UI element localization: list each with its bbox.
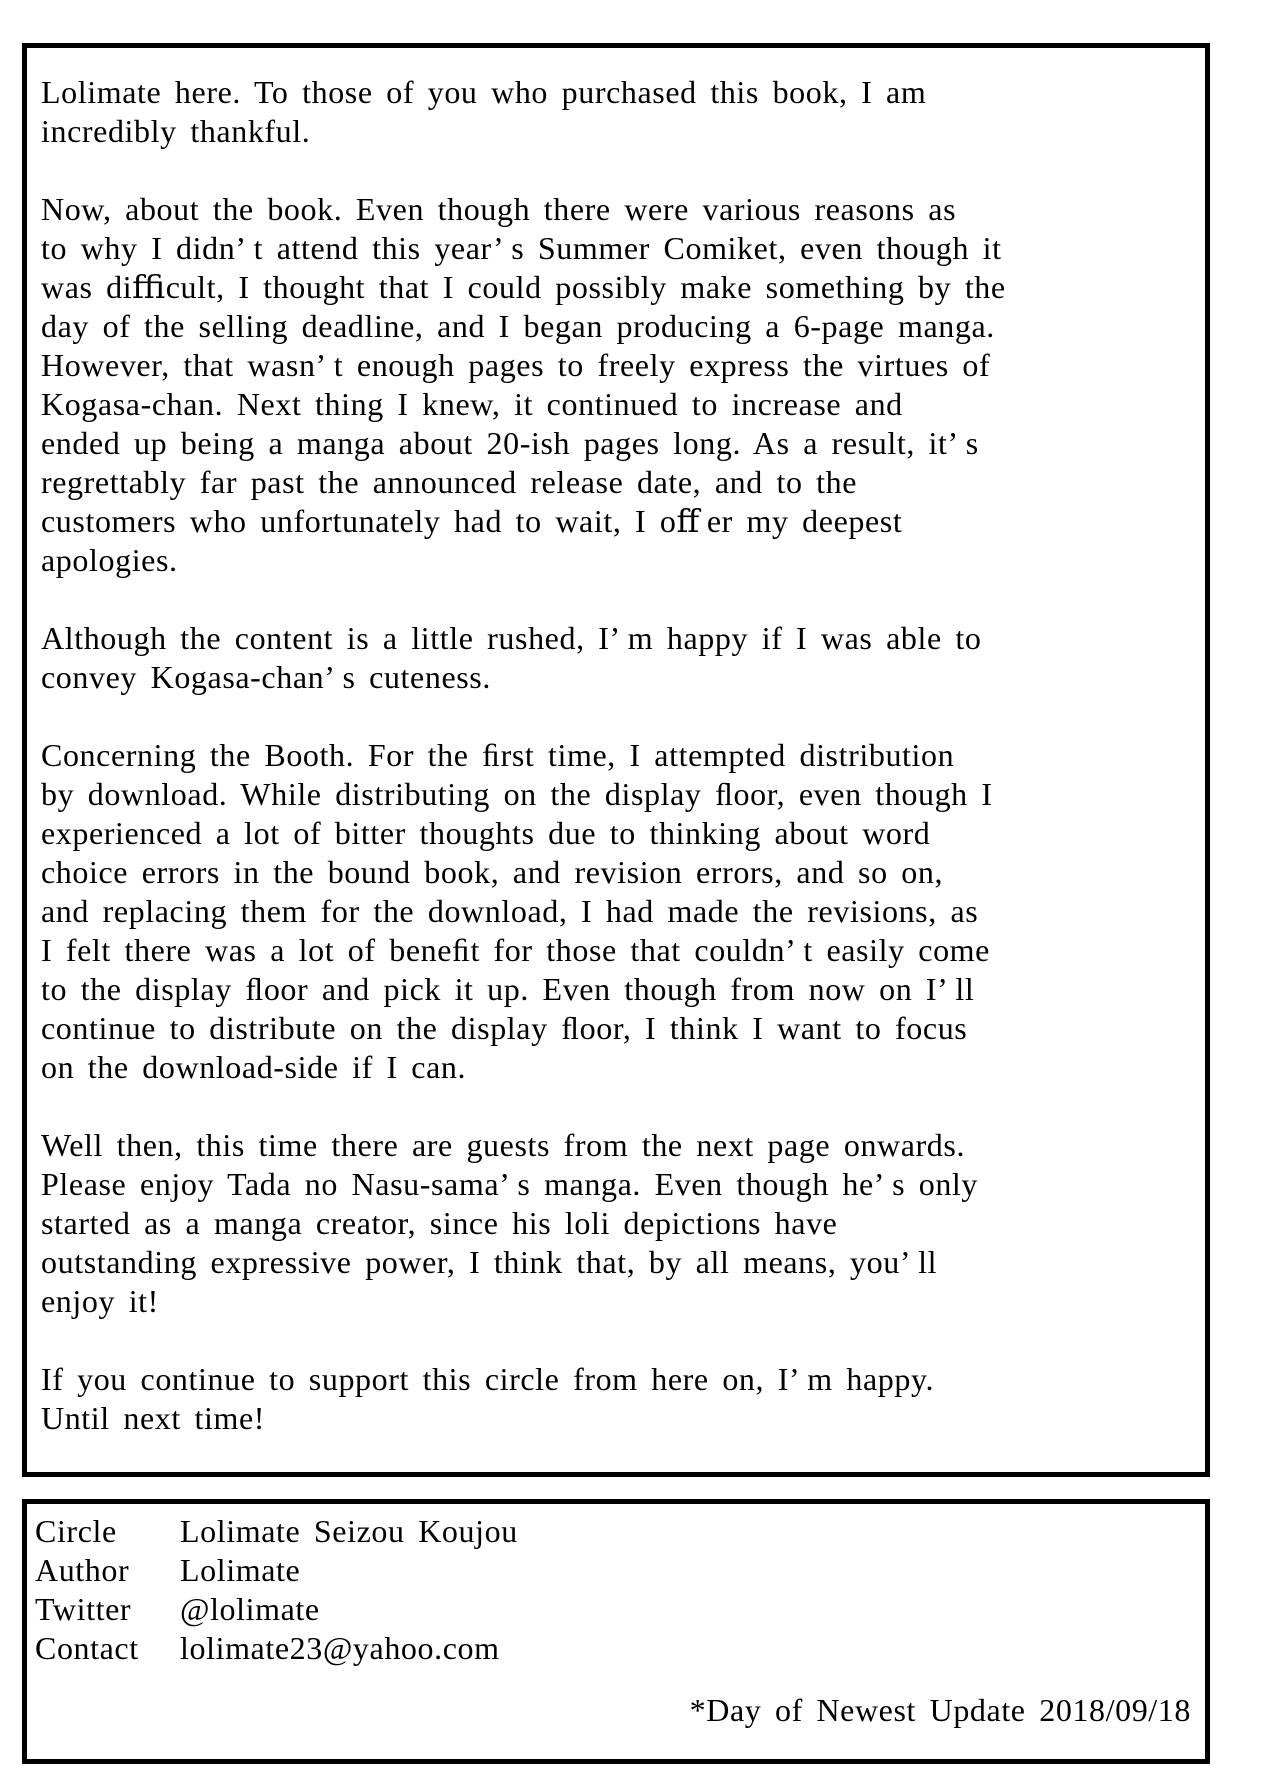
info-label: Author: [35, 1552, 130, 1588]
afterword-line: day of the selling deadline, and I began producing a 6-page manga.: [41, 308, 995, 344]
afterword-paragraph: [41, 1126, 1185, 1321]
afterword-line: started as a manga creator, since his loli depictions have: [41, 1205, 838, 1241]
afterword-paragraph: [41, 73, 1185, 151]
info-row: [35, 1512, 1191, 1551]
update-note: *Day of Newest Update 2018/09/18: [689, 1692, 1191, 1728]
info-value: lolimate23@yahoo.com: [180, 1630, 500, 1666]
afterword-line: to the display ﬂoor and pick it up. Even though from now on I’ ll: [41, 971, 975, 1007]
afterword-box: [22, 43, 1210, 1477]
afterword-line: apologies.: [41, 542, 178, 578]
info-row: [35, 1551, 1191, 1590]
afterword-paragraph: [41, 1360, 1185, 1438]
afterword-line: outstanding expressive power, I think that, by all means, you’ ll: [41, 1244, 938, 1280]
afterword-line: Although the content is a little rushed, I’ m happy if I was able to: [41, 620, 982, 656]
afterword-line: If you continue to support this circle from here on, I’ m happy.: [41, 1361, 935, 1397]
afterword-line: continue to distribute on the display ﬂoor, I think I want to focus: [41, 1010, 968, 1046]
afterword-line: Well then, this time there are guests from the next page onwards.: [41, 1127, 966, 1163]
afterword-line: on the download-side if I can.: [41, 1049, 467, 1085]
afterword-line: and replacing them for the download, I had made the revisions, as: [41, 893, 979, 929]
info-label: Contact: [35, 1630, 139, 1666]
info-rows: [35, 1512, 1191, 1668]
afterword-line: However, that wasn’ t enough pages to freely express the virtues of: [41, 347, 991, 383]
afterword-line: Until next time!: [41, 1400, 266, 1436]
info-label: Circle: [35, 1513, 117, 1549]
afterword-paragraph: [41, 190, 1185, 580]
afterword-line: Lolimate here. To those of you who purchased this book, I am: [41, 74, 927, 110]
afterword-text: [41, 73, 1185, 1438]
afterword-line: experienced a lot of bitter thoughts due to thinking about word: [41, 815, 931, 851]
afterword-line: ended up being a manga about 20-ish pages long. As a result, it’ s: [41, 425, 979, 461]
info-value: @lolimate: [180, 1591, 320, 1627]
info-row: [35, 1590, 1191, 1629]
afterword-line: choice errors in the bound book, and revision errors, and so on,: [41, 854, 944, 890]
afterword-line: convey Kogasa-chan’ s cuteness.: [41, 659, 491, 695]
afterword-line: incredibly thankful.: [41, 113, 311, 149]
afterword-line: customers who unfortunately had to wait, I oﬀ er my deepest: [41, 503, 903, 539]
afterword-line: Now, about the book. Even though there were various reasons as: [41, 191, 957, 227]
info-value: Lolimate: [180, 1552, 301, 1588]
afterword-line: by download. While distributing on the display ﬂoor, even though I: [41, 776, 993, 812]
afterword-line: Please enjoy Tada no Nasu-sama’ s manga. Even though he’ s only: [41, 1166, 979, 1202]
afterword-paragraph: [41, 619, 1185, 697]
info-row: [35, 1629, 1191, 1668]
afterword-line: enjoy it!: [41, 1283, 159, 1319]
afterword-line: to why I didn’ t attend this year’ s Summer Comiket, even though it: [41, 230, 1002, 266]
afterword-line: Concerning the Booth. For the ﬁrst time, I attempted distribution: [41, 737, 955, 773]
afterword-line: regrettably far past the announced release date, and to the: [41, 464, 858, 500]
afterword-line: I felt there was a lot of beneﬁt for those that couldn’ t easily come: [41, 932, 990, 968]
info-value: Lolimate Seizou Koujou: [180, 1513, 518, 1549]
info-box: [22, 1499, 1210, 1764]
info-label: Twitter: [35, 1591, 132, 1627]
afterword-line: was diﬃcult, I thought that I could possibly make something by the: [41, 269, 1006, 305]
afterword-line: Kogasa-chan. Next thing I knew, it continued to increase and: [41, 386, 903, 422]
afterword-paragraph: [41, 736, 1185, 1087]
